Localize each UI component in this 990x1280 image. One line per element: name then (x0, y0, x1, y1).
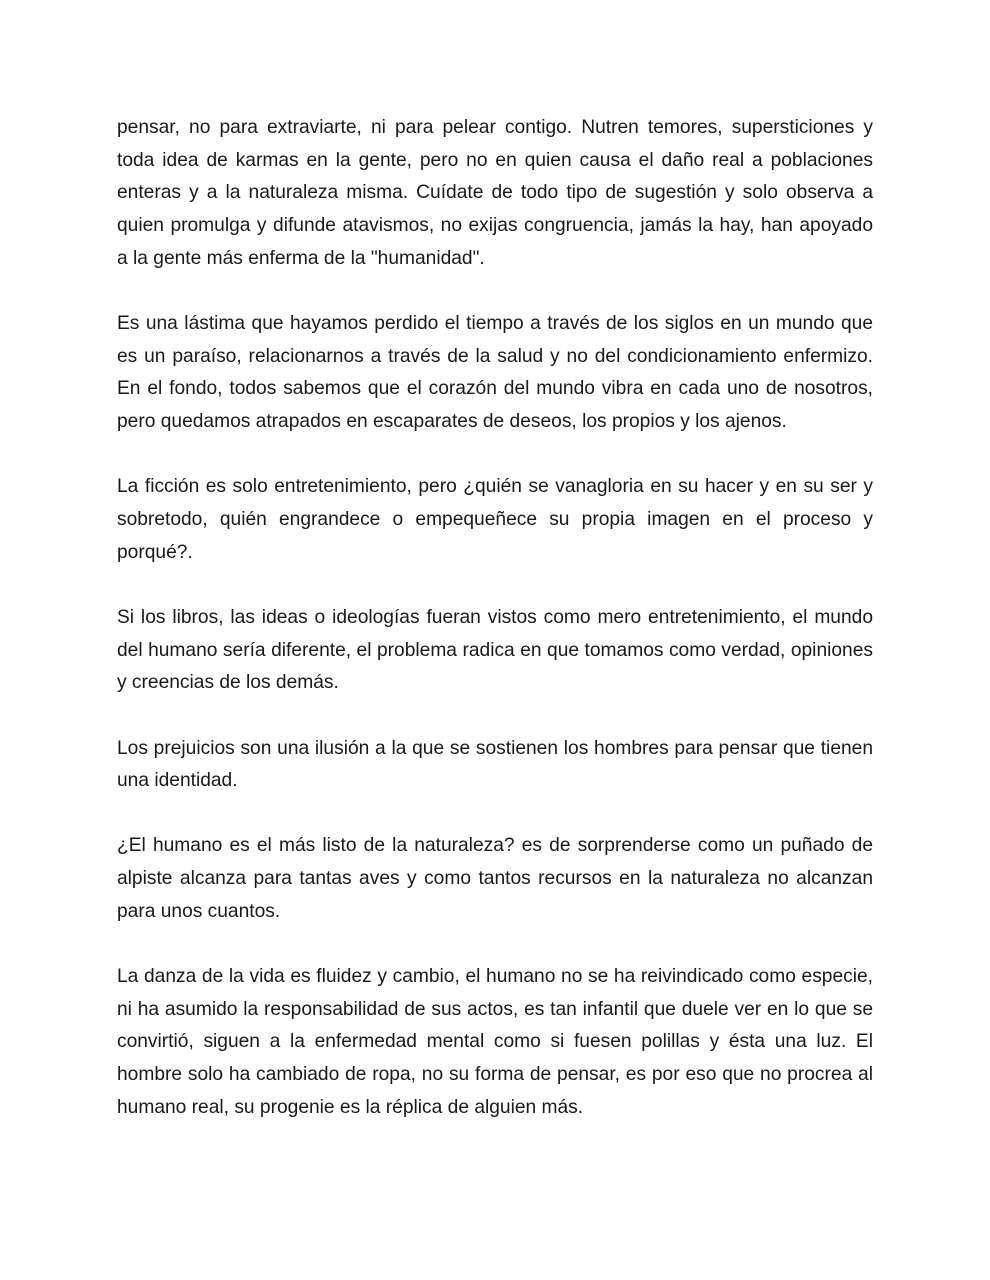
paragraph-2: Es una lástima que hayamos perdido el tiempo a través de los siglos en un mundo que es un paraíso, relacionarnos a través de la salud y no del condicionamiento enfermizo. En el fondo, todos sabemos que el corazón del mundo vibra en cada uno de nosotros, pero quedamos atrapados en escaparates de deseos, los propios y los ajenos. (117, 313, 873, 433)
paragraph-4: Si los libros, las ideas o ideologías fueran vistos como mero entretenimiento, el mundo del humano sería diferente, el problema radica en que tomamos como verdad, opiniones y creencias de los demás. (117, 606, 873, 694)
paragraph-3: La ficción es solo entretenimiento, pero ¿quién se vanagloria en su hacer y en su ser y sobretodo, quién engrandece o empequeñece su propia imagen en el proceso y porqué?. (117, 476, 873, 563)
paragraph-6: ¿El humano es el más listo de la naturaleza? es de sorprenderse como un puñado de alpiste alcanza para tantas aves y como tantos recursos en la naturaleza no alcanzan para unos cuantos. (117, 835, 873, 922)
document-page (117, 112, 873, 1125)
paragraph-5: Los prejuicios son una ilusión a la que se sostienen los hombres para pensar que tienen una identidad. (117, 737, 873, 792)
paragraph-7: La danza de la vida es fluidez y cambio, el humano no se ha reivindicado como especie, ni ha asumido la responsabilidad de sus actos, es tan infantil que duele ver en lo que se convirtió, siguen a la enfermedad mental como si fuesen polillas y ésta una luz. El hombre solo ha cambiado de ropa, no su forma de pensar, es por eso que no procrea al humano real, su progenie es la réplica de alguien más. (117, 966, 873, 1118)
paragraph-1: pensar, no para extraviarte, ni para pelear contigo. Nutren temores, supersticiones y toda idea de karmas en la gente, pero no en quien causa el daño real a poblaciones enteras y a la naturaleza misma. Cuídate de todo tipo de sugestión y solo observa a quien promulga y difunde atavismos, no exijas congruencia, jamás la hay, han apoyado a la gente más enferma de la "humanidad". (117, 117, 873, 269)
